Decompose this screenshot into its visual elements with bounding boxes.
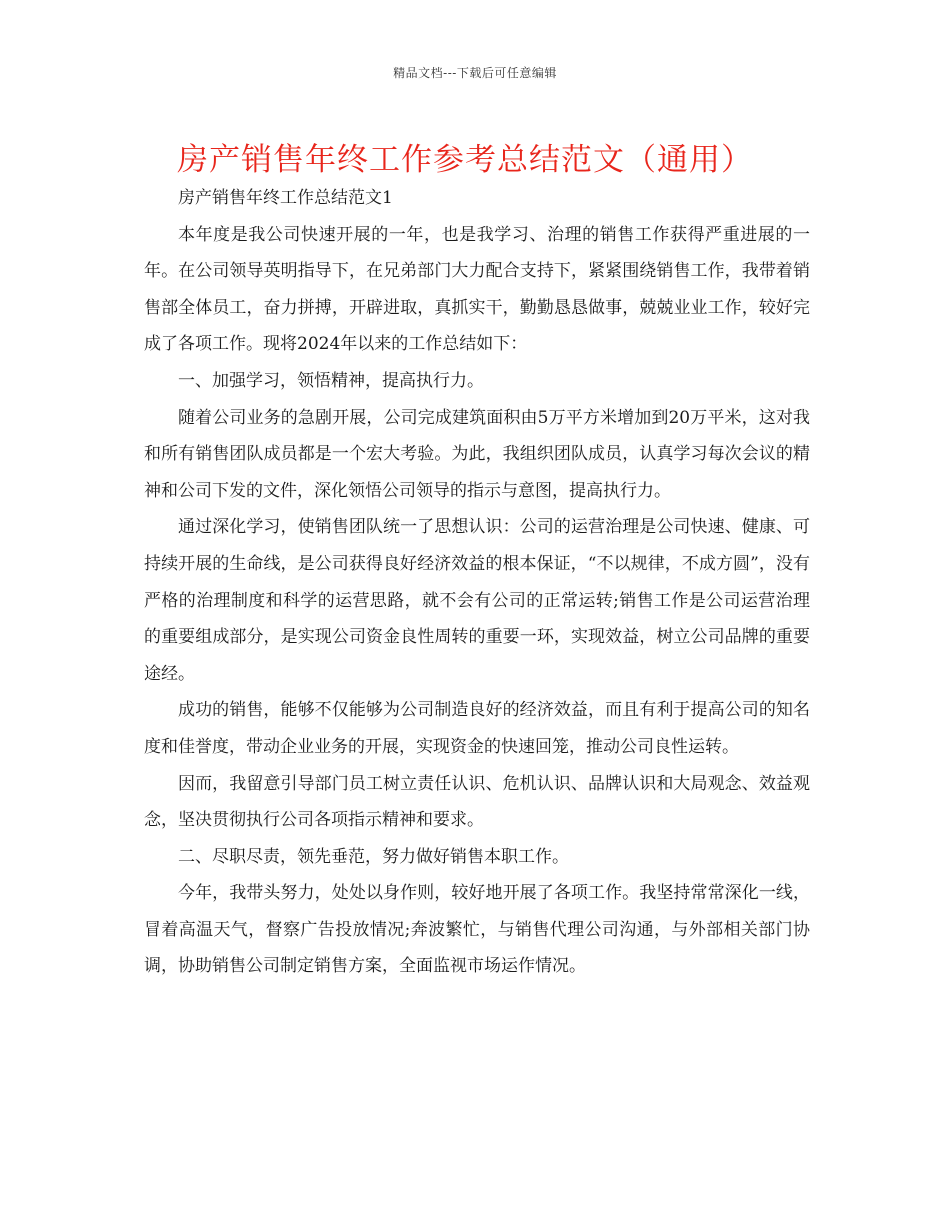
paragraph: 随着公司业务的急剧开展，公司完成建筑面积由5万平方米增加到20万平米，这对我和所有销售团队成员都是一个宏大考验。为此，我组织团队成员，认真学习每次会议的精神和公司下发的文件，深化领悟公司领导的指示与意图，提高执行力。 [144,407,810,501]
paragraph: 成功的销售，能够不仅能够为公司制造良好的经济效益，而且有利于提高公司的知名度和佳誉度，带动企业业务的开展，实现资金的快速回笼，推动公司良性运转。 [144,700,810,757]
subheading: 二、尽职尽责，领先垂范，努力做好销售本职工作。 [178,846,569,867]
paragraph: 通过深化学习，使销售团队统一了思想认识：公司的运营治理是公司快速、健康、可持续开展的生命线，是公司获得良好经济效益的根本保证，“不以规律，不成方圆”，没有严格的治理制度和科学的运营思路，就不会有公司的正常运转;销售工作是公司运营治理的重要组成部分，是实现公司资金良性周转的重要一环，实现效益，树立公司品牌的重要途经。 [144,517,810,684]
section-heading: 房产销售年终工作总结范文1 [178,188,393,208]
paragraph: 今年，我带头努力，处处以身作则，较好地开展了各项工作。我坚持常常深化一线，冒着高温天气，督察广告投放情况;奔波繁忙，与销售代理公司沟通，与外部相关部门协调，协助销售公司制定销售方案，全面监视市场运作情况。 [144,883,810,977]
document-body [144,180,810,985]
paragraph: 因而，我留意引导部门员工树立责任认识、危机认识、品牌认识和大局观念、效益观念，坚决贯彻执行公司各项指示精神和要求。 [144,773,810,831]
document-title: 房产销售年终工作参考总结范文（通用） [177,142,753,178]
subheading: 一、加强学习，领悟精神，提高执行力。 [178,370,484,391]
paragraph: 本年度是我公司快速开展的一年，也是我学习、治理的销售工作获得严重进展的一年。在公司领导英明指导下，在兄弟部门大力配合支持下，紧紧围绕销售工作，我带着销售部全体员工，奋力拼搏，开辟进取，真抓实干，勤勤恳恳做事，兢兢业业工作，较好完成了各项工作。现将2024年以来的工作总结如下： [144,224,810,355]
header-note: 精品文档---下载后可任意编辑 [393,66,557,80]
